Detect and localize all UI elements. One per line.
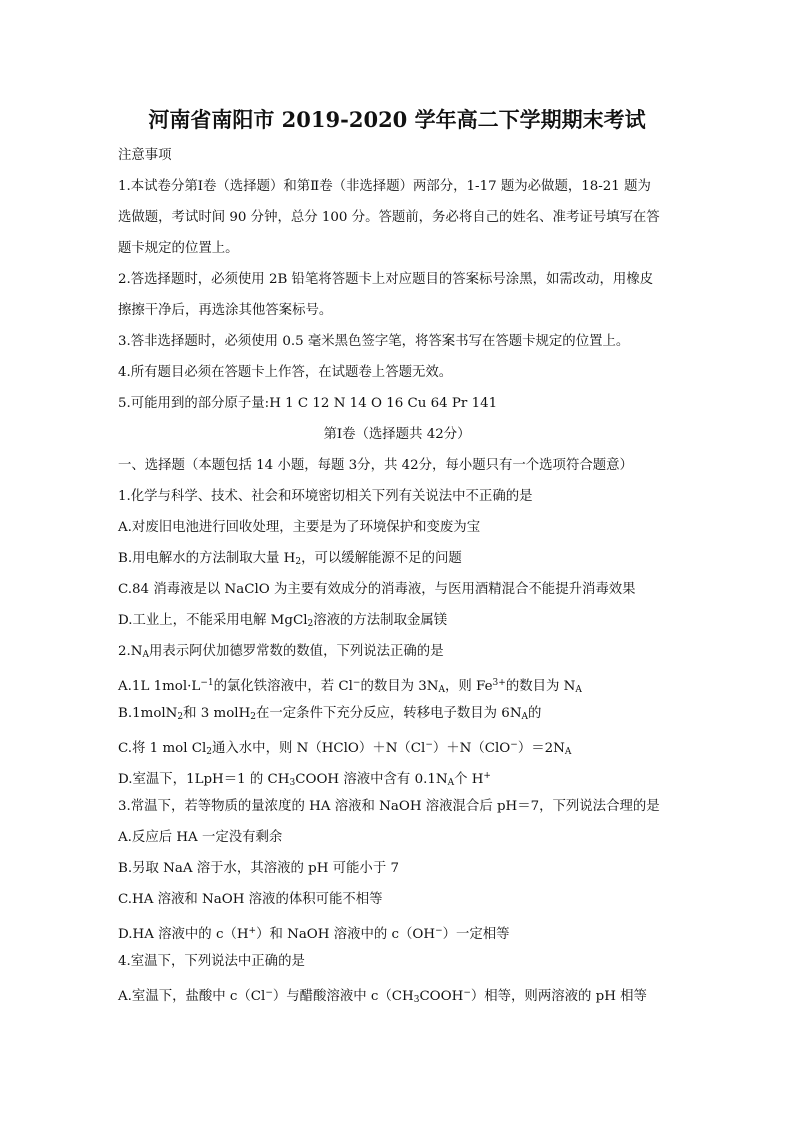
note-line: 1.本试卷分第Ⅰ卷（选择题）和第Ⅱ卷（非选择题）两部分，1-17 题为必做题，18-21 题为 xyxy=(118,179,651,194)
q3-option-c: C.HA 溶液和 NaOH 溶液的体积可能不相等 xyxy=(118,892,383,907)
question-2-stem: $2.N_A$用表示阿伏加德罗常数的数值，下列说法正确的是 xyxy=(118,644,444,660)
note-line: 3.答非选择题时，必须使用 0.5 毫米黑色签字笔，将答案书写在答题卡规定的位置上。 xyxy=(118,334,630,349)
part-title: 一、选择题（本题包括 14 小题，每题 3分，共 42分，每小题只有一个选项符合题意） xyxy=(118,458,633,473)
note-line: 2.答选择题时，必须使用 2B 铅笔将答题卡上对应题目的答案标号涂黑，如需改动，用橡皮 xyxy=(118,272,654,287)
note-line: 题卡规定的位置上。 xyxy=(118,241,239,256)
q1-option-b: B.用电解水的方法制取大量 $H_2$，可以缓解能源不足的问题 xyxy=(118,551,462,567)
q1-option-a: A.对废旧电池进行回收处理，主要是为了环境保护和变废为宝 xyxy=(118,520,481,535)
q3-option-a: A.反应后 HA 一定没有剩余 xyxy=(118,830,283,845)
question-1-stem: 1.化学与科学、技术、社会和环境密切相关下列有关说法中不正确的是 xyxy=(118,489,533,504)
q3-option-b: B.另取 NaA 溶于水，其溶液的 pH 可能小于 7 xyxy=(118,861,399,876)
page-title: 河南省南阳市 2019-2020 学年高二下学期期末考试 xyxy=(148,107,646,132)
note-line: 选做题，考试时间 90 分钟，总分 100 分。答题前，务必将自己的姓名、准考证号填写在答 xyxy=(118,210,660,225)
note-line: 5.可能用到的部分原子量:H 1 C 12 N 14 O 16 Cu 64 Pr 141 xyxy=(118,396,498,411)
q1-option-d: D.工业上，不能采用电解 MgCl$_2$溶液的方法制取金属镁 xyxy=(118,613,448,629)
question-4-stem: 4.室温下，下列说法中正确的是 xyxy=(118,954,305,969)
section-title: 第Ⅰ卷（选择题共 42分） xyxy=(323,427,471,442)
q3-option-d: D.HA 溶液中的 c（H+）和 NaOH 溶液中的 c（OH−）一定相等 xyxy=(118,926,510,942)
q1-option-c: C.84 消毒液是以 NaClO 为主要有效成分的消毒液，与医用酒精混合不能提升消毒效果 xyxy=(118,582,636,597)
q2-option-a: A.1L $1mol\cdot L^{-1}$的氯化铁溶液中，若 Cl−的数目为 $3N_A$，则 $Fe^{3+}$的数目为 $N_A$ xyxy=(118,678,582,695)
q2-option-c: C.将 1 mol $Cl_2$通入水中，则 $N(HClO)+N(Cl^-)+N(ClO^-)=2N_A$ xyxy=(118,740,572,757)
note-line: 擦擦干净后，再选涂其他答案标号。 xyxy=(118,303,333,318)
question-3-stem: 3.常温下，若等物质的量浓度的 HA 溶液和 NaOH 溶液混合后 pH＝7，下列说法合理的是 xyxy=(118,799,660,814)
notice-heading: 注意事项 xyxy=(118,148,172,163)
note-line: 4.所有题目必须在答题卡上作答，在试题卷上答题无效。 xyxy=(118,365,453,380)
q2-option-b: B.1molN$_2$和 3 molH$_2$在一定条件下充分反应，转移电子数目为 $6N_A$的 xyxy=(118,706,542,722)
q4-option-a: A.室温下，盐酸中 c（Cl−）与醋酸溶液中 $c(CH_3COOH^-)$相等，则两溶液的 pH 相等 xyxy=(118,988,647,1005)
q2-option-d: D.室温下，1LpH＝1 的 $CH_3COOH$ 溶液中含有 $0.1N_A$个 H+ xyxy=(118,771,491,788)
